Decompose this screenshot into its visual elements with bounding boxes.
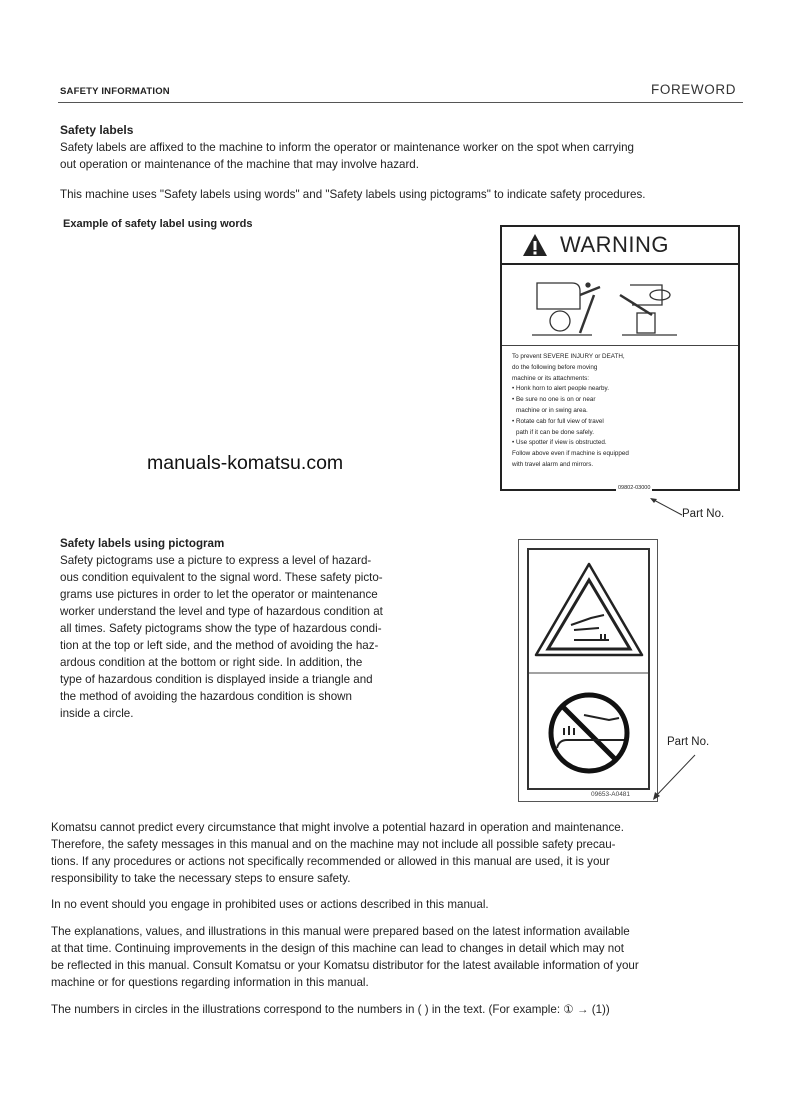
pictogram-label <box>518 539 658 802</box>
machine-hazard-illustration <box>502 265 738 345</box>
text-line: To prevent SEVERE INJURY or DEATH, <box>512 353 625 360</box>
example-heading: Example of safety label using words <box>63 218 253 230</box>
bullet-item: path if it can be done safely. <box>516 428 594 436</box>
disclaimer-paragraph <box>51 819 624 887</box>
text-line: ous condition equivalent to the signal word. These safety picto- <box>60 571 383 584</box>
text-line: tions. If any procedures or actions not specifically recommended or allowed in this manual are used, it is your <box>51 855 610 868</box>
pictogram-part-number: 09653-A0481 <box>591 791 631 798</box>
text-line: ardous condition at the bottom or right side. In addition, the <box>60 656 363 669</box>
pictogram-heading: Safety labels using pictogram <box>60 537 225 550</box>
warning-text <box>502 346 738 471</box>
warning-triangle-icon <box>522 233 548 257</box>
text-line: tion at the top or left side, and the method of avoiding the haz- <box>60 639 379 652</box>
hand-crush-hazard-icon <box>571 615 609 640</box>
text-line: grams use pictures in order to let the operator or maintenance <box>60 588 378 601</box>
pictogram-part-no-arrow-icon <box>650 752 700 802</box>
bullet-item: • Rotate cab for full view of travel <box>512 417 604 425</box>
safety-labels-intro <box>60 139 634 173</box>
warning-part-number: 09802-03000 <box>618 485 651 491</box>
pictogram-description <box>60 552 383 722</box>
text-line: Safety labels are affixed to the machine to inform the operator or maintenance worker on the spot when carrying <box>60 141 634 154</box>
header-rule <box>58 102 743 103</box>
text-line: Safety pictograms use a picture to express a level of hazard- <box>60 554 372 567</box>
information-paragraph <box>51 923 639 991</box>
text-line: machine or for questions regarding information in this manual. <box>51 976 369 989</box>
text-line: machine or its attachments: <box>512 374 589 382</box>
section-title: SAFETY INFORMATION <box>60 86 170 97</box>
text-line: Komatsu cannot predict every circumstance that might involve a potential hazard in operation and maintenance. <box>51 821 624 834</box>
part-no-label: Part No. <box>682 508 725 520</box>
text-line: do the following before moving <box>512 363 598 371</box>
part-no-arrow-icon <box>648 496 684 518</box>
circled-numbers-note: The numbers in circles in the illustrations correspond to the numbers in ( ) in the text. (For example: ① → (1)) <box>51 1003 610 1016</box>
text-line: worker understand the level and type of hazardous condition at <box>60 605 383 618</box>
text-line: The explanations, values, and illustrations in this manual were prepared based on the latest information available <box>51 925 630 938</box>
prohibited-uses-paragraph: In no event should you engage in prohibited uses or actions described in this manual. <box>51 898 489 911</box>
bullet-item: • Use spotter if view is obstructed. <box>512 439 607 447</box>
text-line: with travel alarm and mirrors. <box>512 460 594 468</box>
warning-illustration <box>502 265 738 346</box>
text-line: responsibility to take the necessary steps to ensure safety. <box>51 872 351 885</box>
text-line: at that time. Continuing improvements in the design of this machine can lead to changes in detail which may not <box>51 942 624 955</box>
pictogram-illustration <box>529 550 648 788</box>
text-line: type of hazardous condition is displayed inside a triangle and <box>60 673 373 686</box>
safety-labels-heading: Safety labels <box>60 123 134 137</box>
text-line: the method of avoiding the hazardous condition is shown <box>60 690 352 703</box>
text-line: Follow above even if machine is equipped <box>512 450 629 458</box>
text-line: all times. Safety pictograms show the type of hazardous condi- <box>60 622 382 635</box>
bullet-item: • Be sure no one is on or near <box>512 396 596 404</box>
text-line: Therefore, the safety messages in this manual and on the machine may not include all possible safety precau- <box>51 838 616 851</box>
chapter-title: FOREWORD <box>651 82 737 97</box>
watermark: manuals-komatsu.com <box>147 452 344 474</box>
uses-line: This machine uses "Safety labels using words" and "Safety labels using pictograms" to indicate safety procedures. <box>60 188 646 201</box>
bullet-item: • Honk horn to alert people nearby. <box>512 385 609 393</box>
warning-label <box>500 225 740 491</box>
warning-title-bar <box>502 227 738 265</box>
pictogram-inner-frame <box>527 548 650 790</box>
text-line: out operation or maintenance of the machine that may involve hazard. <box>60 158 419 171</box>
text-line: inside a circle. <box>60 707 134 720</box>
bullet-item: machine or in swing area. <box>516 406 588 414</box>
warning-title: WARNING <box>560 232 670 257</box>
pictogram-part-no-label: Part No. <box>667 736 710 748</box>
text-line: be reflected in this manual. Consult Komatsu or your Komatsu distributor for the latest available information of your <box>51 959 639 972</box>
